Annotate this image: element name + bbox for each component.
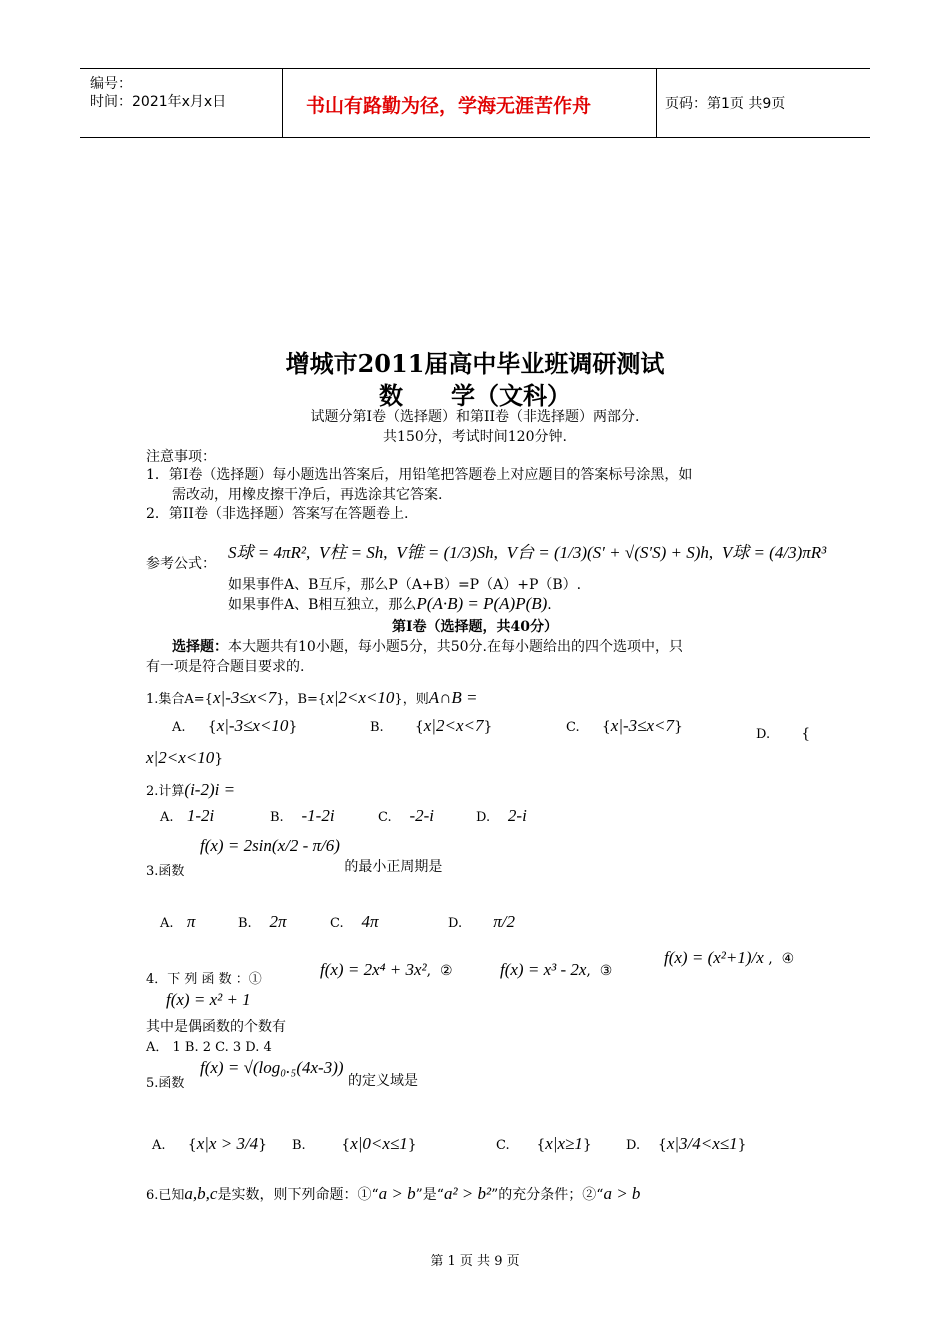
q6-cond-1: a > b [378, 1184, 416, 1203]
section-intro-b: 有一项是符合题目要求的. [146, 659, 305, 675]
question-2-stem [146, 780, 235, 800]
q6-vars: a,b,c [184, 1184, 218, 1203]
event-prefix: 如果事件A、B相互独立，那么 [228, 597, 417, 613]
event-independent-row [228, 594, 552, 614]
time-label: 时间：2021年x月x日 [90, 94, 227, 110]
header-left-cell [80, 69, 283, 137]
q2-letter-d: D. [476, 810, 491, 825]
q5-letter-c: C. [496, 1138, 510, 1153]
q1-letter-a: A. [172, 720, 186, 735]
q1-option-b: B. {x|2<x<7} [370, 716, 493, 735]
q1-text-b: }，B={ [276, 692, 327, 707]
notes-item-1a: 1．第Ⅰ卷（选择题）每小题选出答案后，用铅笔把答题卷上对应题目的答案标号涂黑，如 [146, 467, 693, 483]
q6-cond-2: a² > b² [443, 1184, 492, 1203]
q5-option-c: C. {x|x≥1} [496, 1134, 592, 1153]
q5-expr: f(x) = √(log₀.₅(4x-3)) [200, 1058, 344, 1077]
q4-f1: f(x) = 2x⁴ + 3x², ② [320, 960, 453, 979]
formula-label: 参考公式： [146, 556, 216, 572]
q1-set-b: x|2<x<10 [326, 688, 395, 707]
page-label: 页码：第1页 共9页 [665, 96, 786, 112]
q1-text-a: 1.集合A={ [146, 692, 213, 707]
q2-option-d [476, 806, 527, 826]
q6-text-d: ”的充分条件；②“ [491, 1187, 604, 1203]
q2-option-c [378, 806, 434, 826]
question-6-stem [146, 1184, 640, 1204]
q3-text: 3.函数 [146, 864, 185, 879]
q3-letter-a: A. [160, 916, 174, 931]
cone-formula: V锥 = (1/3)Sh [396, 543, 494, 562]
header-middle-cell [282, 69, 657, 137]
q4-text: 4．下 列 函 数 ：① [146, 972, 262, 987]
title-line-2: 共150分，考试时间120分钟. [383, 429, 567, 445]
q3-option-d [448, 912, 515, 932]
prism-formula: V柱 = Sh [318, 543, 384, 562]
subject-title: 数 学（文科） [379, 381, 571, 410]
q5-letter-d: D. [626, 1138, 641, 1153]
q5-option-d: D. {x|3/4<x≤1} [626, 1134, 747, 1153]
q1-text-c: }，则 [394, 692, 429, 707]
q4-f2-value: f(x) = x³ - 2x [500, 960, 587, 979]
event-independent-exclusive: 如果事件A、B互斥，那么P（A+B）=P（A）+P（B）. [228, 577, 582, 593]
frustum-formula: V台 = (1/3)(S′ + √(S′S) + S)h [506, 543, 709, 562]
q3-expr: f(x) = 2sin(x/2 - π/6) [200, 836, 340, 855]
q5-option-b-value: x|0<x≤1 [350, 1134, 408, 1153]
q4-f3-value: f(x) = (x²+1)/x [664, 948, 764, 967]
formula-row: S球 = 4πR², V柱 = Sh, V锥 = (1/3)Sh, V台 = (1/3)(S′ + √(S′S) + S)h, V球 = (4/3)πR³ [228, 543, 827, 562]
sphere-volume-formula: V球 = (4/3)πR³ [721, 543, 827, 562]
q3-option-a-value: π [186, 912, 196, 931]
section-heading: 第Ⅰ卷（选择题，共40分） [391, 619, 559, 635]
q4-f1-value: f(x) = 2x⁴ + 3x² [320, 960, 427, 979]
q2-option-d-value: 2-i [507, 806, 527, 825]
q1-letter-c: C. [566, 720, 580, 735]
q5-text: 5.函数 [146, 1076, 185, 1091]
q6-text-a: 6.已知 [146, 1188, 185, 1203]
q1-set-a: x|-3≤x<7 [212, 688, 277, 707]
notes-item-1b: 需改动，用橡皮擦干净后，再选涂其它答案. [172, 487, 443, 503]
notes-item-2: 2．第II卷（非选择题）答案写在答题卷上. [146, 506, 409, 522]
q5-letter-b: B. [292, 1138, 306, 1153]
q2-letter-b: B. [270, 810, 284, 825]
notes-heading: 注意事项： [146, 449, 216, 465]
q5-option-b: B. {x|0<x≤1} [292, 1134, 417, 1153]
q5-tail: 的定义域是 [348, 1073, 418, 1089]
motto: 书山有路勤为径，学海无涯苦作舟 [306, 95, 592, 117]
q2-option-c-value: -2-i [409, 806, 434, 825]
q3-option-c-value: 4π [361, 912, 379, 931]
q1-option-a-value: x|-3≤x<10 [216, 716, 289, 735]
q1-letter-d: D. [756, 727, 771, 742]
section-intro-a [172, 636, 683, 656]
q2-text: 2.计算 [146, 784, 185, 799]
q2-option-a-value: 1-2i [186, 806, 215, 825]
q4-f4 [166, 990, 251, 1010]
q4-tail: 其中是偶函数的个数有 [146, 1019, 286, 1035]
q1-expr: A∩B = [428, 688, 478, 707]
q1-letter-b: B. [370, 720, 384, 735]
q3-letter-d: D. [448, 916, 463, 931]
section-intro-bold: 选择题： [172, 639, 228, 655]
q3-option-b [238, 912, 287, 932]
sphere-area-formula: S球 = 4πR² [228, 543, 306, 562]
q2-option-b-value: -1-2i [301, 806, 335, 825]
header-right-cell [657, 69, 870, 137]
q1-letter-d-row: D. { [756, 726, 811, 742]
q4-f4-value: f(x) = x² + 1 [166, 990, 251, 1009]
q5-option-a-value: x|x > 3/4 [196, 1134, 259, 1153]
page-title: 增城市2011届高中毕业班调研测试 [285, 349, 665, 378]
q5-option-d-value: x|3/4<x≤1 [666, 1134, 738, 1153]
q3-expr-row [200, 836, 443, 875]
q3-option-a [160, 912, 195, 932]
q6-cond-3: a > b [603, 1184, 641, 1203]
q1-option-a: A. {x|-3≤x<10} [172, 716, 298, 735]
title-line-1: 试题分第Ⅰ卷（选择题）和第II卷（非选择题）两部分. [310, 409, 640, 425]
q1-option-b-value: x|2<x<7 [423, 716, 484, 735]
question-5-stem [146, 1072, 184, 1091]
number-label: 编号： [90, 76, 132, 92]
event-formula: P(A·B) = P(A)P(B) [416, 594, 548, 613]
q2-expr: (i-2)i = [184, 780, 236, 799]
q3-letter-c: C. [330, 916, 344, 931]
q5-option-c-value: x|x≥1 [545, 1134, 583, 1153]
q1-option-c-value: x|-3≤x<7 [610, 716, 675, 735]
q6-text-c: ”是“ [415, 1187, 444, 1203]
q1-option-d: x|2<x<10} [146, 748, 224, 767]
q4-options: A． 1 B. 2 C. 3 D. 4 [146, 1040, 272, 1055]
question-1-stem [146, 688, 477, 708]
page-footer: 第 1 页 共 9 页 [430, 1254, 520, 1269]
q2-option-a [160, 806, 214, 826]
q6-text-b: 是实数，则下列命题：①“ [217, 1187, 379, 1203]
q2-letter-c: C. [378, 810, 392, 825]
q3-tail: 的最小正周期是 [344, 859, 443, 875]
q3-option-c [330, 912, 378, 932]
section-intro-text: 本大题共有10小题，每小题5分，共50分.在每小题给出的四个选项中，只 [228, 639, 683, 655]
q3-option-d-value: π/2 [493, 912, 515, 931]
event-suffix: . [547, 597, 552, 613]
q4-f2: f(x) = x³ - 2x, ③ [500, 960, 613, 979]
q5-letter-a: A. [152, 1138, 166, 1153]
q2-letter-a: A. [160, 810, 174, 825]
header-table [80, 68, 870, 138]
q5-expr-row [200, 1058, 418, 1089]
q1-option-d-value: x|2<x<10 [146, 748, 215, 767]
question-4-stem [146, 968, 262, 987]
question-3-stem [146, 860, 184, 879]
q3-letter-b: B. [238, 916, 252, 931]
q3-option-b-value: 2π [269, 912, 287, 931]
q4-f3: f(x) = (x²+1)/x , ④ [664, 948, 795, 967]
q2-option-b [270, 806, 335, 826]
q1-option-c: C. {x|-3≤x<7} [566, 716, 683, 735]
q5-option-a: A. {x|x > 3/4} [152, 1134, 268, 1153]
